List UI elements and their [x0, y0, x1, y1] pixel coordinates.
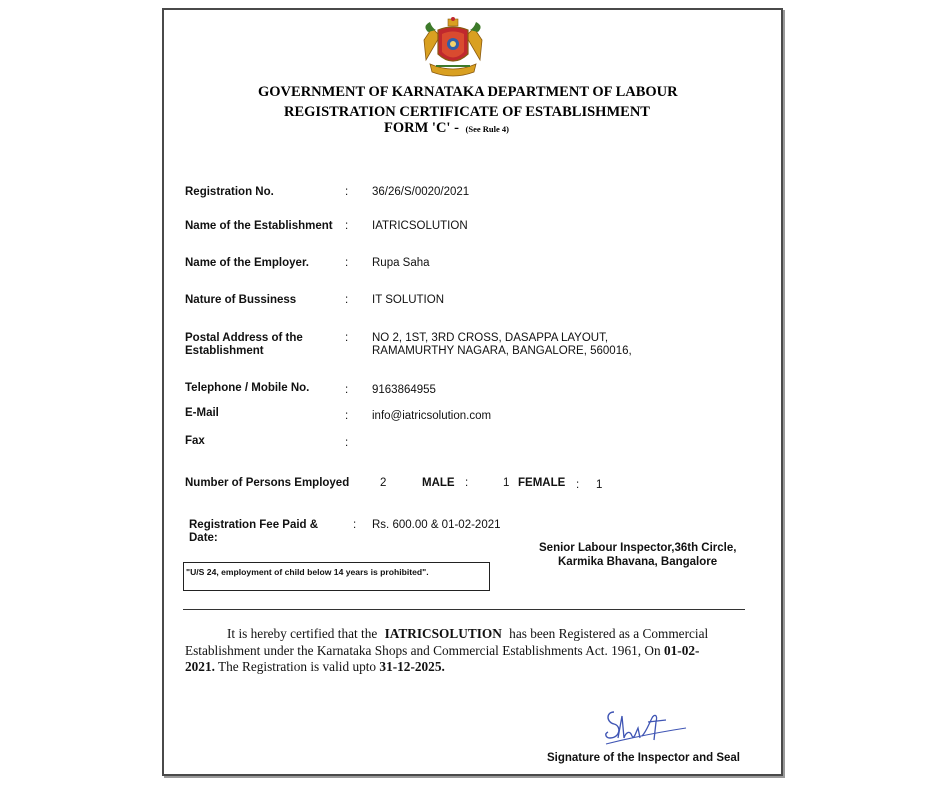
inspector-line2: Karmika Bhavana, Bangalore [558, 556, 718, 568]
colon: : [576, 479, 580, 491]
colon: : [345, 186, 349, 198]
address-label-line1: Postal Address of the [185, 332, 303, 344]
colon: : [345, 257, 349, 269]
divider [183, 609, 745, 610]
cert-text-4: The Registration is valid upto [218, 659, 377, 674]
nature-label: Nature of Bussiness [185, 294, 297, 306]
certificate-title: REGISTRATION CERTIFICATE OF ESTABLISHMENT [284, 104, 650, 120]
cert-valid-upto: 31-12-2025. [379, 659, 445, 674]
male-label: MALE [422, 477, 455, 489]
email-value: info@iatricsolution.com [372, 410, 492, 422]
cert-text-2: has been Registered as a Commercial [509, 626, 709, 641]
registration-no-label: Registration No. [185, 186, 274, 198]
address-value-line1: NO 2, 1ST, 3RD CROSS, DASAPPA LAYOUT, [372, 332, 609, 344]
inspector-signature-icon [600, 702, 690, 748]
nature-value: IT SOLUTION [372, 294, 444, 306]
dept-title: GOVERNMENT OF KARNATAKA DEPARTMENT OF LABOUR [258, 84, 678, 100]
rule-reference: (See Rule 4) [465, 124, 509, 134]
colon: : [345, 437, 349, 449]
certification-paragraph [185, 626, 745, 676]
cert-establishment-name: IATRICSOLUTION [384, 626, 502, 641]
child-labour-notice: "U/S 24, employment of child below 14 years is prohibited". [186, 567, 429, 577]
signature-label: Signature of the Inspector and Seal [547, 752, 740, 764]
form-title [384, 120, 509, 137]
telephone-value: 9163864955 [372, 384, 436, 396]
employer-label: Name of the Employer. [185, 257, 309, 269]
colon: : [353, 519, 357, 531]
female-value: 1 [596, 479, 603, 491]
email-label: E-Mail [185, 407, 219, 419]
colon: : [465, 477, 469, 489]
fee-label-line2: Date: [189, 532, 218, 544]
employer-value: Rupa Saha [372, 257, 430, 269]
inspector-line1: Senior Labour Inspector,36th Circle, [539, 542, 737, 554]
female-label: FEMALE [518, 477, 566, 489]
address-value-line2: RAMAMURTHY NAGARA, BANGALORE, 560016, [372, 345, 632, 357]
colon: : [345, 332, 349, 344]
form-label: FORM 'C' - [384, 120, 459, 136]
cert-text-1: It is hereby certified that the [227, 626, 378, 641]
cert-text-3: Establishment under the Karnataka Shops and Commercial Establishments Act. 1961, On [185, 642, 661, 658]
establishment-value: IATRICSOLUTION [372, 220, 468, 232]
colon: : [345, 220, 349, 232]
cert-date-end: 2021. [185, 659, 215, 674]
registration-no-value: 36/26/S/0020/2021 [372, 186, 470, 198]
karnataka-emblem-icon [418, 16, 488, 80]
cert-date-start: 01-02- [663, 642, 700, 658]
establishment-label: Name of the Establishment [185, 220, 333, 232]
fee-value: Rs. 600.00 & 01-02-2021 [372, 519, 501, 531]
colon: : [345, 410, 349, 422]
colon: : [345, 294, 349, 306]
telephone-label: Telephone / Mobile No. [185, 382, 310, 394]
fax-label: Fax [185, 435, 205, 447]
fee-label-line1: Registration Fee Paid & [189, 519, 319, 531]
address-label-line2: Establishment [185, 345, 264, 357]
male-value: 1 [503, 477, 510, 489]
colon: : [345, 384, 349, 396]
persons-value: 2 [380, 477, 387, 489]
persons-label: Number of Persons Employed [185, 477, 350, 489]
